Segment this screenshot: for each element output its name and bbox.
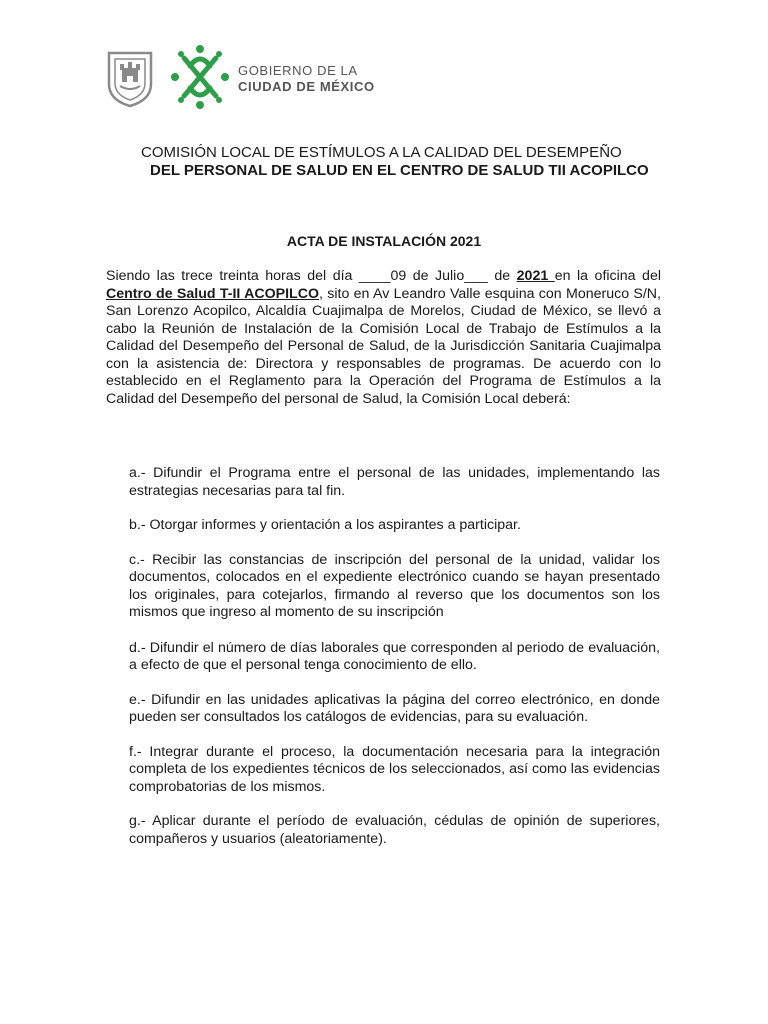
header-logo xyxy=(106,44,406,114)
commission-subtitle: DEL PERSONAL DE SALUD EN EL CENTRO DE SALUD TII ACOPILCO xyxy=(150,162,649,179)
list-item: c.- Recibir las constancias de inscripción del personal de la unidad, validar los documentos, colocados en el expediente electrónico cuando se hayan presentado los originales, para cotejarlos, firmando al reverso que los documentos son los mismos que ingreso al momento de su inscripción xyxy=(129,551,660,620)
coat-of-arms-icon xyxy=(106,50,154,108)
list-item: a.- Difundir el Programa entre el personal de las unidades, implementando las estrategias necesarias para tal fin. xyxy=(129,465,660,499)
logo-line-2: CIUDAD DE MÉXICO xyxy=(238,79,375,94)
logo-line-1: GOBIERNO DE LA xyxy=(238,63,358,78)
commission-title: COMISIÓN LOCAL DE ESTÍMULOS A LA CALIDAD DEL DESEMPEÑO xyxy=(141,144,622,161)
cdmx-logo-icon xyxy=(170,44,230,110)
intro-year: 2021 xyxy=(516,268,555,284)
document-heading: ACTA DE INSTALACIÓN 2021 xyxy=(286,233,482,249)
intro-part-2: en la oficina del xyxy=(554,268,661,284)
intro-center-name: Centro de Salud T-II ACOPILCO xyxy=(106,285,320,302)
intro-paragraph xyxy=(106,268,661,408)
list-item: g.- Aplicar durante el período de evaluación, cédulas de opinión de superiores, compañeros y usuarios (aleatoriamente). xyxy=(129,813,660,847)
intro-part-1: Siendo las trece treinta horas del día ____09 de Julio___ de xyxy=(106,268,517,284)
list-item: b.- Otorgar informes y orientación a los aspirantes a participar. xyxy=(129,517,521,533)
list-item: f.- Integrar durante el proceso, la documentación necesaria para la integración completa de los expedientes técnicos de los seleccionados, así como las evidencias comprobatorias de los mismos. xyxy=(129,743,660,795)
duties-list xyxy=(129,465,660,865)
list-item: d.- Difundir el número de días laborales que corresponden al periodo de evaluación, a efecto de que el personal tenga conocimiento de ello. xyxy=(129,639,660,673)
government-name xyxy=(238,63,375,95)
list-item: e.- Difundir en las unidades aplicativas la página del correo electrónico, en donde pueden ser consultados los catálogos de evidencias, para su evaluación. xyxy=(129,691,660,725)
intro-part-3: , sito en Av Leandro Valle esquina con Moneruco S/N, San Lorenzo Acopilco, Alcaldía Cuajimalpa de Morelos, Ciudad de México, se llevó a cabo la Reunión de Instalación de la Comisión Local de Trabajo de Estímulos a la Calidad del Desempeño del Personal de Salud, de la Jurisdicción Sanitaria Cuajimalpa con la asistencia de: Directora y responsables de programas. De acuerdo con lo establecido en el Reglamento para la Operación del Programa de Estímulos a la Calidad del Desempeño del personal de Salud, la Comisión Local deberá: xyxy=(106,285,661,407)
